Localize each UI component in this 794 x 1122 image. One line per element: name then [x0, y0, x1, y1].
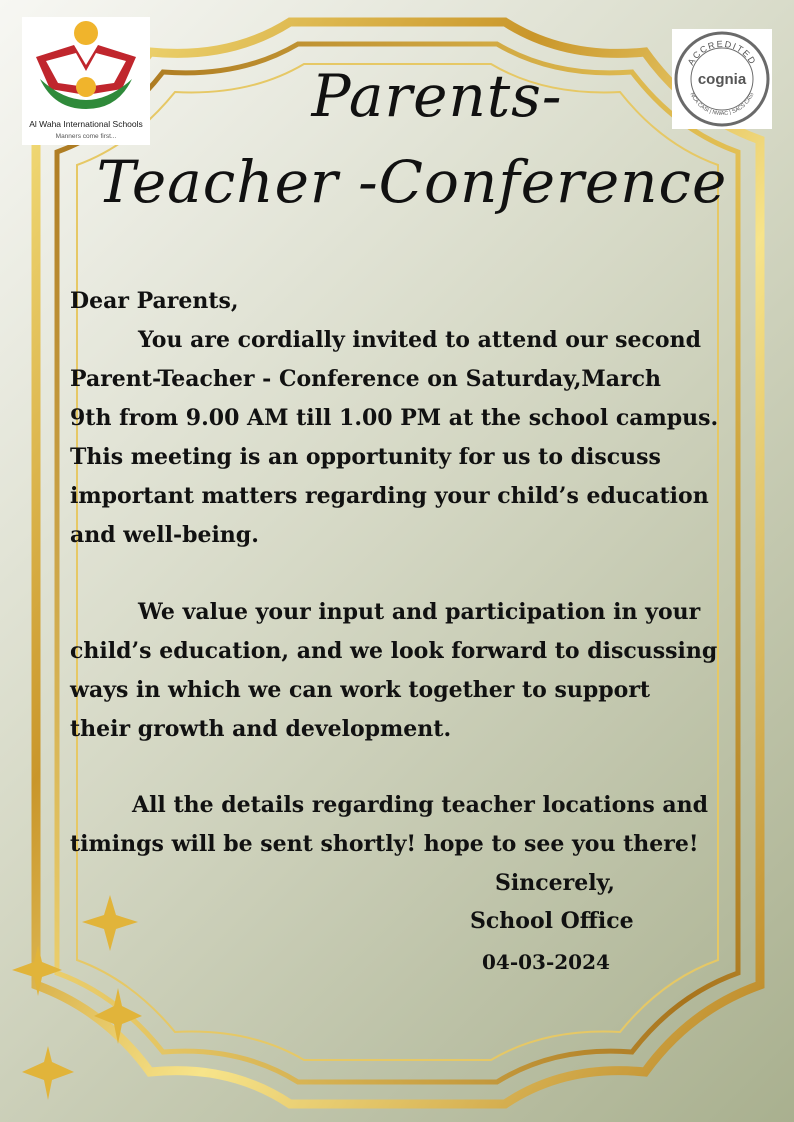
paragraph-2-line: child’s education, and we look forward to discussing — [70, 638, 718, 664]
paragraph-2 — [70, 593, 730, 749]
title-line-2: Teacher -Conference — [96, 148, 728, 216]
title-line-1: Parents- — [311, 62, 563, 130]
badge-name: cognia — [697, 71, 747, 88]
badge-bottom-text: NCA CASI | NWAC | SACS CASI — [688, 91, 756, 118]
paragraph-1-line: important matters regarding your child’s education — [70, 483, 709, 509]
paragraph-3 — [70, 786, 730, 864]
paragraph-2-line: We value your input and participation in your — [138, 599, 701, 625]
paragraph-1-line: You are cordially invited to attend our second — [138, 327, 701, 353]
paragraph-1-line: Parent-Teacher - Conference on Saturday,March — [70, 366, 662, 392]
paragraph-1-line: 9th from 9.00 AM till 1.00 PM at the school campus. — [70, 405, 719, 431]
closing: Sincerely, — [495, 870, 615, 896]
letter-date: 04-03-2024 — [482, 950, 610, 974]
salutation: Dear Parents, — [70, 288, 239, 314]
paragraph-1-line: and well-being. — [70, 522, 259, 548]
sparkle-icon — [22, 1046, 74, 1100]
signature: School Office — [470, 908, 634, 934]
paragraph-1-line: This meeting is an opportunity for us to discuss — [70, 444, 661, 470]
school-name: Al Waha International Schools — [29, 119, 143, 129]
paragraph-3-line: timings will be sent shortly! hope to see you there! — [70, 831, 699, 857]
paragraph-2-line: their growth and development. — [70, 716, 452, 742]
school-motto: Manners come first... — [55, 133, 117, 140]
letter-body — [70, 282, 730, 555]
paragraph-3-line: All the details regarding teacher locations and — [132, 792, 709, 818]
paragraph-2-line: ways in which we can work together to support — [70, 677, 651, 703]
badge-top-text: ACCREDITED — [685, 38, 759, 67]
sparkle-icon — [82, 895, 138, 951]
